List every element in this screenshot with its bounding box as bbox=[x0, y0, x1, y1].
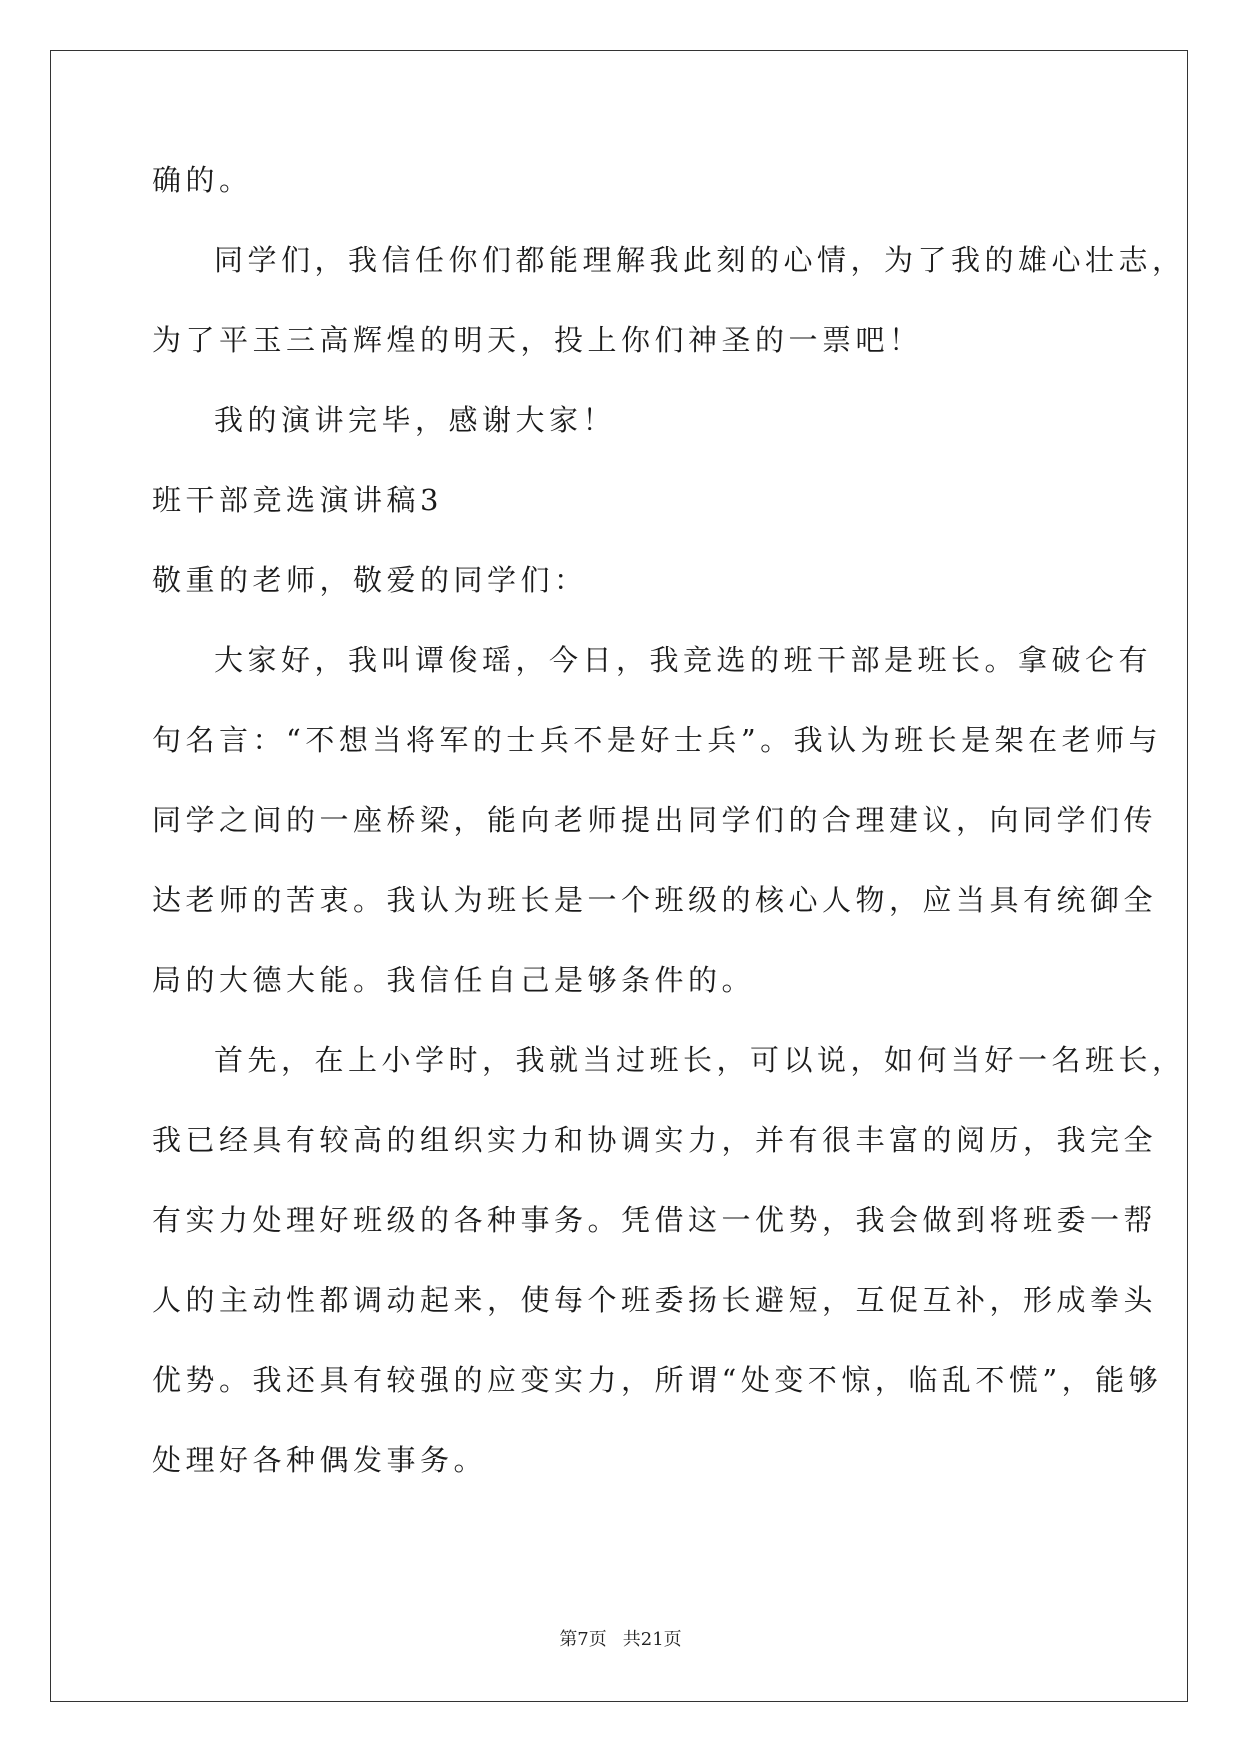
text-line: 处理好各种偶发事务。 bbox=[152, 1443, 488, 1477]
text-line: 句名言：“不想当将军的士兵不是好士兵”。我认为班长是架在老师与 bbox=[152, 723, 1163, 757]
text-line: 达老师的苦衷。我认为班长是一个班级的核心人物，应当具有统御全 bbox=[152, 883, 1158, 917]
page-total: 共21页 bbox=[622, 1629, 682, 1650]
page-number: 第7页 bbox=[559, 1629, 607, 1650]
text-line: 人的主动性都调动起来，使每个班委扬长避短，互促互补，形成拳头 bbox=[152, 1283, 1158, 1317]
text-line: 有实力处理好班级的各种事务。凭借这一优势，我会做到将班委一帮 bbox=[152, 1203, 1158, 1237]
text-line: 我已经具有较高的组织实力和协调实力，并有很丰富的阅历，我完全 bbox=[152, 1123, 1158, 1157]
text-line: 优势。我还具有较强的应变实力，所谓“处变不惊，临乱不慌”，能够 bbox=[152, 1363, 1163, 1397]
page-footer bbox=[0, 1625, 1241, 1651]
section-heading: 班干部竞选演讲稿3 bbox=[152, 483, 443, 517]
salutation-line: 敬重的老师，敬爱的同学们： bbox=[152, 563, 588, 597]
paragraph-start-line: 大家好，我叫谭俊瑶，今日，我竞选的班干部是班长。拿破仑有 bbox=[214, 643, 1153, 677]
text-line: 为了平玉三高辉煌的明天，投上你们神圣的一票吧！ bbox=[152, 323, 923, 357]
text-line: 确的。 bbox=[152, 163, 253, 197]
paragraph-start-line: 我的演讲完毕，感谢大家！ bbox=[214, 403, 617, 437]
text-line: 局的大德大能。我信任自己是够条件的。 bbox=[152, 963, 756, 997]
paragraph-start-line: 首先，在上小学时，我就当过班长，可以说，如何当好一名班长， bbox=[214, 1043, 1186, 1077]
text-line: 同学之间的一座桥梁，能向老师提出同学们的合理建议，向同学们传 bbox=[152, 803, 1158, 837]
paragraph-start-line: 同学们，我信任你们都能理解我此刻的心情，为了我的雄心壮志， bbox=[214, 243, 1186, 277]
